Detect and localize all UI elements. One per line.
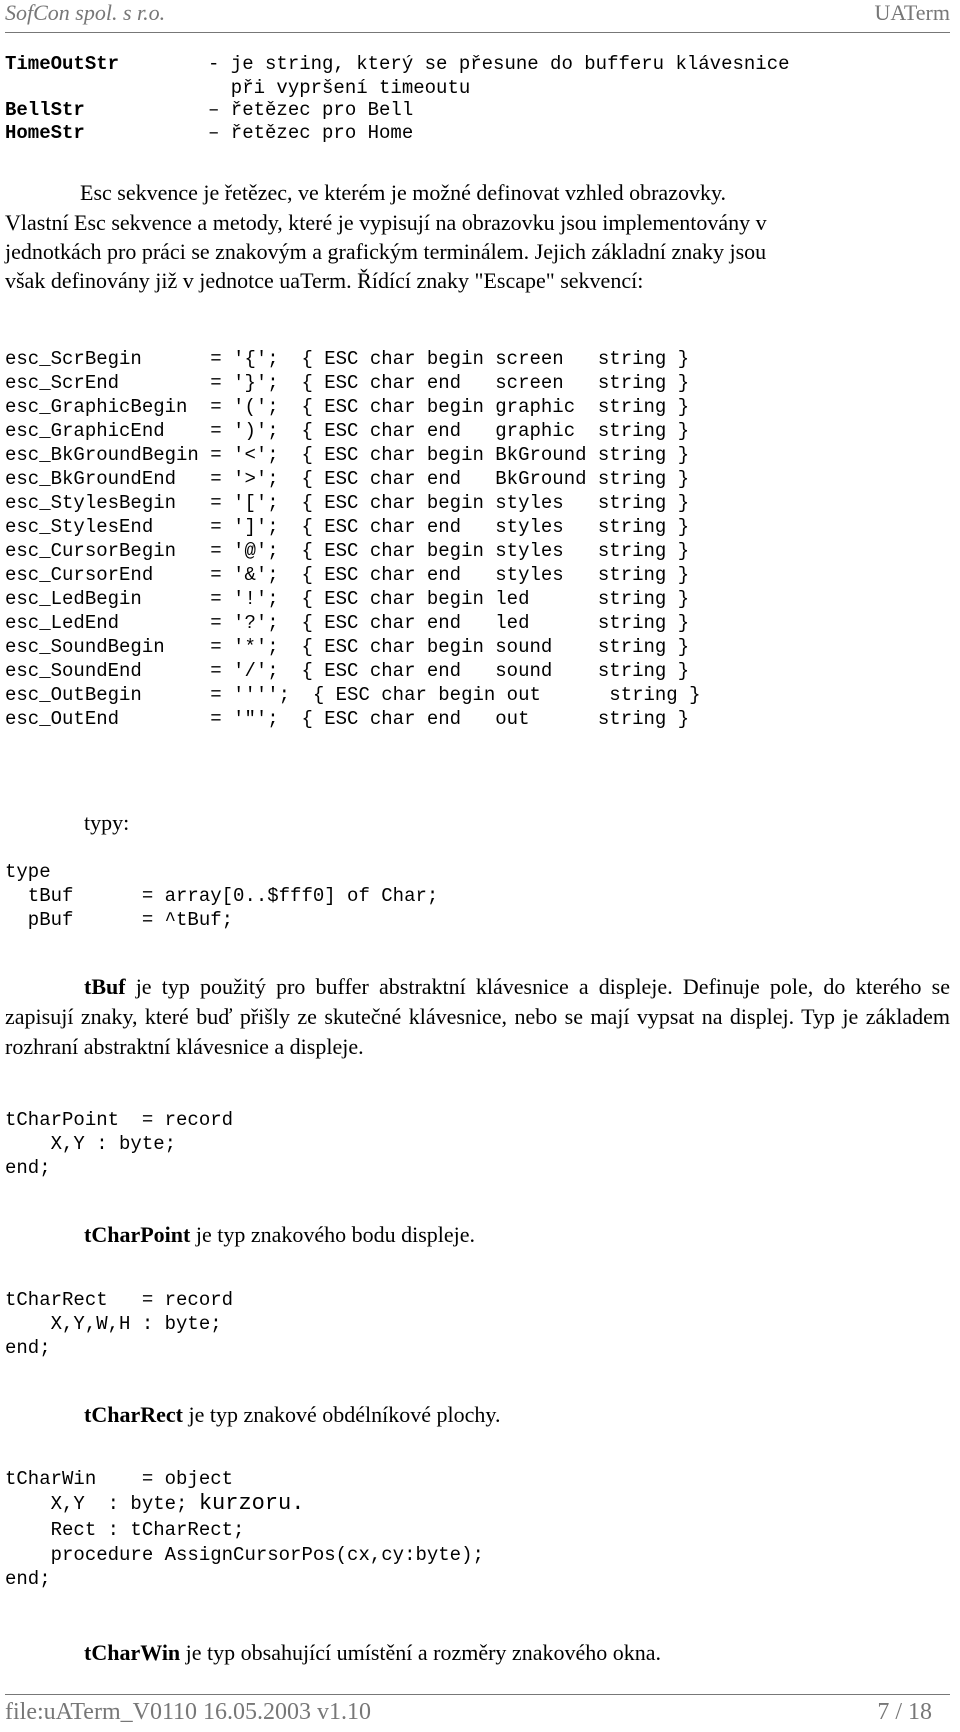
- tbuf-description: [5, 972, 950, 1062]
- code-line: esc_SoundBegin = '*'; { ESC char begin sound string }: [5, 636, 690, 658]
- param-desc: - je string, který se přesune do bufferu klávesnice: [208, 53, 790, 75]
- footer-page-number: 7 / 18: [877, 1699, 932, 1725]
- code-comment-fragment: kurzoru.: [198, 1491, 305, 1516]
- code-line: end;: [5, 1568, 51, 1590]
- code-line: tBuf = array[0..$fff0] of Char;: [5, 885, 439, 907]
- param-desc: – řetězec pro Home: [208, 122, 414, 144]
- param-name: HomeStr: [5, 122, 85, 144]
- header-rule: [5, 32, 950, 33]
- code-line: esc_ScrBegin = '{'; { ESC char begin screen string }: [5, 348, 690, 370]
- code-line: esc_StylesBegin = '['; { ESC char begin styles string }: [5, 492, 690, 514]
- code-line: esc_CursorBegin = '@'; { ESC char begin styles string }: [5, 540, 690, 562]
- tcharrect-text: je typ znakové obdélníkové plochy.: [182, 1402, 501, 1427]
- paragraph-line: Vlastní Esc sekvence a metody, které je vypisují na obrazovku jsou implementovány v: [5, 210, 767, 235]
- footer-file-info: file:uATerm_V0110 16.05.2003 v1.10: [5, 1699, 372, 1725]
- code-line: tCharWin = object: [5, 1468, 234, 1490]
- param-desc: – řetězec pro Bell: [208, 99, 414, 121]
- tcharwin-description: [84, 1640, 661, 1666]
- param-name: BellStr: [5, 99, 85, 121]
- footer-rule: [5, 1694, 950, 1695]
- paragraph-line: však definovány již v jednotce uaTerm. Řídící znaky "Escape" sekvencí:: [5, 268, 644, 293]
- code-line: X,Y,W,H : byte;: [5, 1313, 222, 1335]
- code-segment: X,Y : byte;: [5, 1493, 199, 1515]
- tcharpoint-description: [84, 1222, 475, 1248]
- tcharwin-term: tCharWin: [84, 1640, 181, 1665]
- code-line: esc_LedBegin = '!'; { ESC char begin led string }: [5, 588, 690, 610]
- code-line: esc_ScrEnd = '}'; { ESC char end screen string }: [5, 372, 690, 394]
- code-line: esc_GraphicEnd = ')'; { ESC char end graphic string }: [5, 420, 690, 442]
- types-heading: typy:: [84, 810, 130, 835]
- code-line: X,Y : byte;: [5, 1133, 177, 1155]
- code-line: esc_StylesEnd = ']'; { ESC char end styles string }: [5, 516, 690, 538]
- header-company: SofCon spol. s r.o.: [5, 0, 166, 25]
- code-line: end;: [5, 1337, 51, 1359]
- code-line: esc_SoundEnd = '/'; { ESC char end sound string }: [5, 660, 690, 682]
- param-name: TimeOutStr: [5, 53, 120, 75]
- tcharrect-term: tCharRect: [84, 1402, 183, 1427]
- header-doc-title: UATerm: [874, 0, 950, 25]
- tcharpoint-text: je typ znakového bodu displeje.: [190, 1222, 476, 1247]
- code-line: end;: [5, 1157, 51, 1179]
- code-line: esc_OutBegin = ''''; { ESC char begin out string }: [5, 684, 701, 706]
- code-line: esc_BkGroundEnd = '>'; { ESC char end BkGround string }: [5, 468, 690, 490]
- param-desc: při vypršení timeoutu: [208, 77, 471, 99]
- paragraph-line: jednotkách pro práci se znakovým a grafickým terminálem. Jejich základní znaky jsou: [5, 239, 767, 264]
- code-line: pBuf = ^tBuf;: [5, 909, 234, 931]
- code-line: esc_LedEnd = '?'; { ESC char end led string }: [5, 612, 690, 634]
- paragraph-line: Esc sekvence je řetězec, ve kterém je možné definovat vzhled obrazovky.: [80, 180, 727, 205]
- code-line: type: [5, 861, 51, 883]
- code-line: esc_OutEnd = '"'; { ESC char end out string }: [5, 708, 690, 730]
- code-line: esc_CursorEnd = '&'; { ESC char end styles string }: [5, 564, 690, 586]
- code-line: Rect : tCharRect;: [5, 1519, 245, 1541]
- code-line: tCharPoint = record: [5, 1109, 234, 1131]
- tcharpoint-term: tCharPoint: [84, 1222, 191, 1247]
- tbuf-text: je typ použitý pro buffer abstraktní klávesnice a displeje. Definuje pole, do kterého se zapisují znaky, které buď přišly ze skutečné klávesnice, nebo se mají vypsat na displej. Typ je základem rozhraní abstraktní klávesnice a displeje.: [5, 974, 950, 1059]
- code-line: [5, 1492, 304, 1516]
- tbuf-term: tBuf: [84, 974, 126, 999]
- code-line: tCharRect = record: [5, 1289, 234, 1311]
- code-line: procedure AssignCursorPos(cx,cy:byte);: [5, 1544, 484, 1566]
- code-line: esc_GraphicBegin = '('; { ESC char begin graphic string }: [5, 396, 690, 418]
- tcharwin-text: je typ obsahující umístění a rozměry znakového okna.: [180, 1640, 661, 1665]
- tcharrect-description: [84, 1402, 500, 1428]
- code-line: esc_BkGroundBegin = '<'; { ESC char begin BkGround string }: [5, 444, 690, 466]
